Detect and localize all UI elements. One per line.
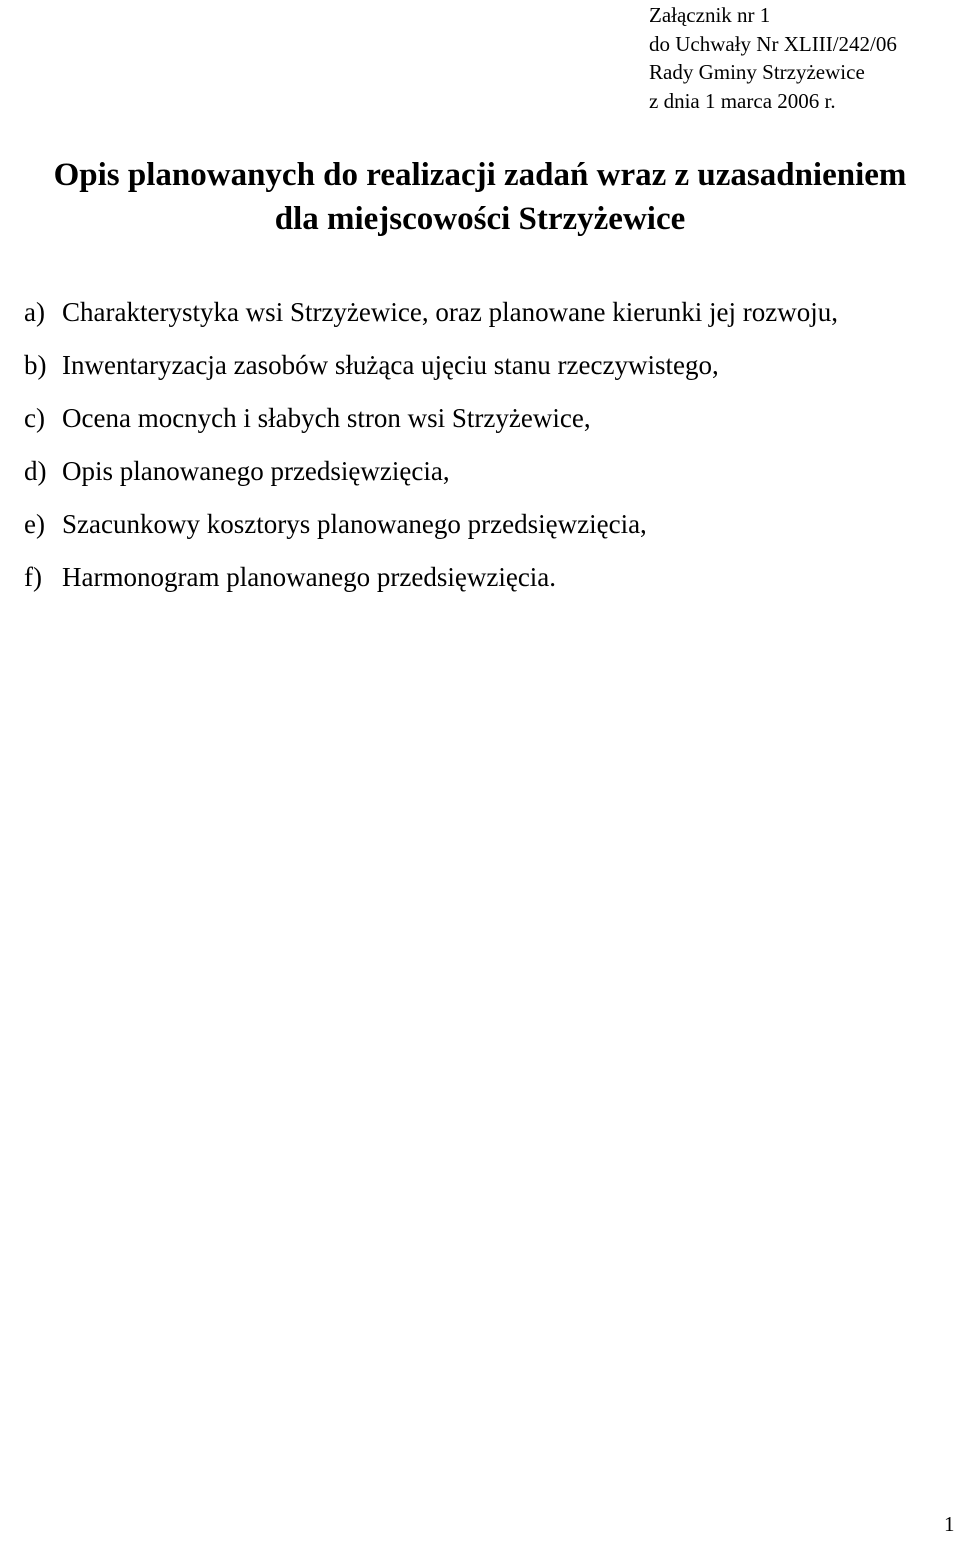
attachment-line: z dnia 1 marca 2006 r. <box>649 88 836 113</box>
list-marker: e) <box>24 509 45 539</box>
list-item-text: Charakterystyka wsi Strzyżewice, oraz planowane kierunki jej rozwoju, <box>62 297 838 327</box>
attachment-line: Załącznik nr 1 <box>649 3 771 27</box>
list-item <box>24 455 450 487</box>
title-line: dla miejscowości Strzyżewice <box>274 201 686 237</box>
list-marker: c) <box>24 403 45 433</box>
list-item <box>24 508 647 540</box>
attachment-line: Rady Gminy Strzyżewice <box>649 60 865 84</box>
attachment-line: do Uchwały Nr XLIII/242/06 <box>649 31 897 56</box>
list-item-text: Harmonogram planowanego przedsięwzięcia. <box>62 562 557 592</box>
list-marker: a) <box>24 297 45 327</box>
list-item <box>24 349 719 381</box>
list-marker: f) <box>24 562 42 592</box>
list-marker: d) <box>24 456 47 486</box>
list-item-text: Opis planowanego przedsięwzięcia, <box>62 456 450 486</box>
title-line: Opis planowanych do realizacji zadań wraz z uzasadnieniem <box>53 157 907 193</box>
document-title <box>0 153 960 241</box>
attachment-note <box>649 1 897 115</box>
list-item <box>24 561 556 593</box>
list-item-text: Inwentaryzacja zasobów służąca ujęciu stanu rzeczywistego, <box>62 350 719 380</box>
list-item-text: Szacunkowy kosztorys planowanego przedsięwzięcia, <box>62 509 647 539</box>
page-number: 1 <box>944 1512 955 1536</box>
list-marker: b) <box>24 350 47 380</box>
list-item <box>24 402 591 434</box>
list-item-text: Ocena mocnych i słabych stron wsi Strzyżewice, <box>62 403 591 433</box>
list-item <box>24 296 838 328</box>
